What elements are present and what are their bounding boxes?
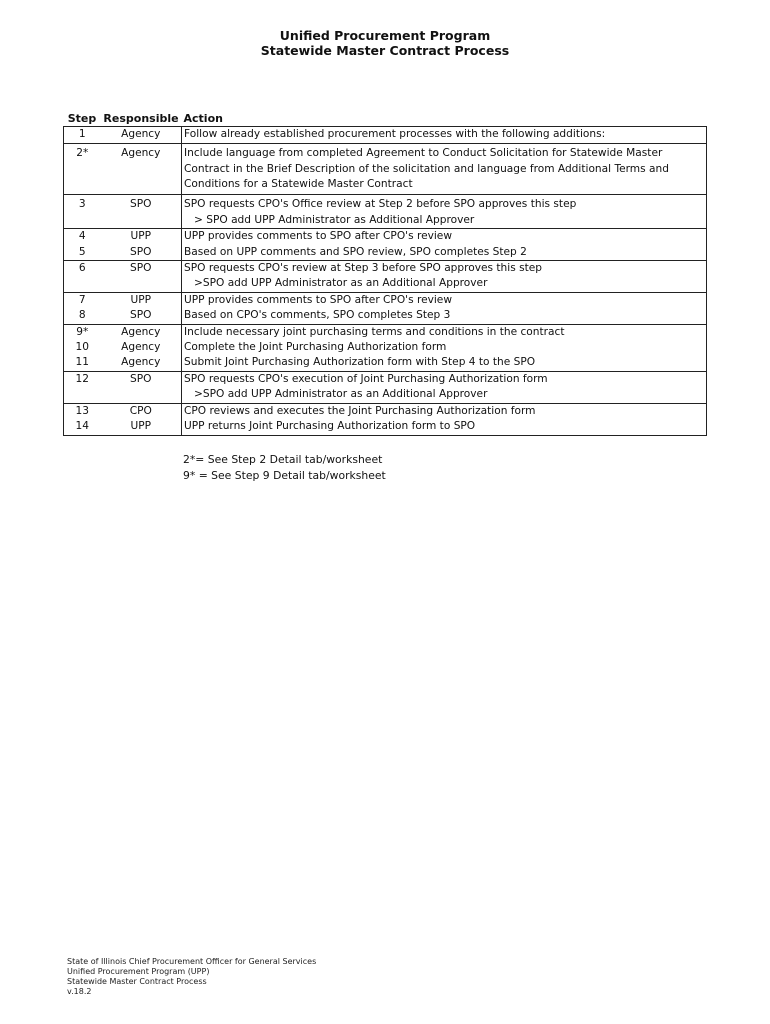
action-cell: CPO reviews and executes the Joint Purchasing Authorization form <box>182 403 707 419</box>
table-header-row <box>64 111 707 127</box>
action-text: SPO requests CPO's review at Step 3 before SPO approves this step <box>184 262 543 275</box>
table-row <box>64 340 707 355</box>
responsible-cell: SPO <box>101 308 182 324</box>
responsible-cell: UPP <box>101 292 182 308</box>
action-cell: Based on UPP comments and SPO review, SPO completes Step 2 <box>182 245 707 261</box>
responsible-cell: Agency <box>101 340 182 355</box>
step-cell: 4 <box>64 229 101 245</box>
step-cell: 6 <box>64 261 101 293</box>
responsible-cell: Agency <box>101 144 182 195</box>
table-row <box>64 229 707 245</box>
step-cell: 14 <box>64 419 101 435</box>
responsible-cell: SPO <box>101 371 182 403</box>
action-cell <box>182 371 707 403</box>
step-cell: 2* <box>64 144 101 195</box>
action-cell <box>182 195 707 229</box>
action-subnote: > SPO add UPP Administrator as Additional Approver <box>194 213 475 226</box>
responsible-cell: SPO <box>101 245 182 261</box>
responsible-cell: CPO <box>101 403 182 419</box>
table-row <box>64 245 707 261</box>
table-row <box>64 355 707 371</box>
footer-line: Unified Procurement Program (UPP) <box>67 967 210 976</box>
table-row <box>64 195 707 229</box>
footnote-step-9: 9* = See Step 9 Detail tab/worksheet <box>183 468 386 482</box>
footer-line: Statewide Master Contract Process <box>67 977 207 986</box>
responsible-cell: UPP <box>101 419 182 435</box>
table-row <box>64 292 707 308</box>
footnotes <box>183 452 386 483</box>
step-cell: 1 <box>64 127 101 144</box>
table-row <box>64 324 707 340</box>
action-text: SPO requests CPO's execution of Joint Purchasing Authorization form <box>184 372 548 385</box>
table-row <box>64 403 707 419</box>
action-cell: Based on CPO's comments, SPO completes Step 3 <box>182 308 707 324</box>
step-cell: 13 <box>64 403 101 419</box>
page-footer <box>67 957 316 997</box>
responsible-cell: Agency <box>101 355 182 371</box>
action-cell <box>182 261 707 293</box>
action-text: SPO requests CPO's Office review at Step 2 before SPO approves this step <box>184 198 577 211</box>
step-cell: 3 <box>64 195 101 229</box>
footer-version: v.18.2 <box>67 987 92 996</box>
header-action: Action <box>183 112 223 125</box>
header-responsible: Responsible <box>103 112 179 125</box>
action-subnote: >SPO add UPP Administrator as an Additional Approver <box>194 277 488 290</box>
table-row <box>64 127 707 144</box>
action-subnote: >SPO add UPP Administrator as an Additional Approver <box>194 388 488 401</box>
action-cell: UPP returns Joint Purchasing Authorization form to SPO <box>182 419 707 435</box>
step-cell: 8 <box>64 308 101 324</box>
table-row <box>64 308 707 324</box>
step-cell: 5 <box>64 245 101 261</box>
table-row <box>64 144 707 195</box>
responsible-cell: UPP <box>101 229 182 245</box>
action-cell: Complete the Joint Purchasing Authorization form <box>182 340 707 355</box>
action-cell: Follow already established procurement processes with the following additions: <box>182 127 707 144</box>
responsible-cell: Agency <box>101 324 182 340</box>
step-cell: 10 <box>64 340 101 355</box>
step-cell: 7 <box>64 292 101 308</box>
action-cell: UPP provides comments to SPO after CPO's review <box>182 292 707 308</box>
responsible-cell: Agency <box>101 127 182 144</box>
action-cell: Submit Joint Purchasing Authorization form with Step 4 to the SPO <box>182 355 707 371</box>
footer-line: State of Illinois Chief Procurement Officer for General Services <box>67 957 317 966</box>
step-cell: 9* <box>64 324 101 340</box>
table-row <box>64 261 707 293</box>
action-cell: Include language from completed Agreement to Conduct Solicitation for Statewide Master Contract in the Brief Description of the solicitation and language from Additional Terms and Conditions for a Statewide Master Contract <box>182 144 707 195</box>
header-step: Step <box>67 112 97 125</box>
action-cell: UPP provides comments to SPO after CPO's review <box>182 229 707 245</box>
table-row <box>64 371 707 403</box>
table-row <box>64 419 707 435</box>
footnote-step-2: 2*= See Step 2 Detail tab/worksheet <box>183 453 383 466</box>
action-cell: Include necessary joint purchasing terms and conditions in the contract <box>182 324 707 340</box>
responsible-cell: SPO <box>101 195 182 229</box>
step-cell: 11 <box>64 355 101 371</box>
document-title: Unified Procurement Program <box>279 28 491 43</box>
document-subtitle: Statewide Master Contract Process <box>260 43 510 58</box>
step-cell: 12 <box>64 371 101 403</box>
process-table <box>63 111 707 436</box>
responsible-cell: SPO <box>101 261 182 293</box>
